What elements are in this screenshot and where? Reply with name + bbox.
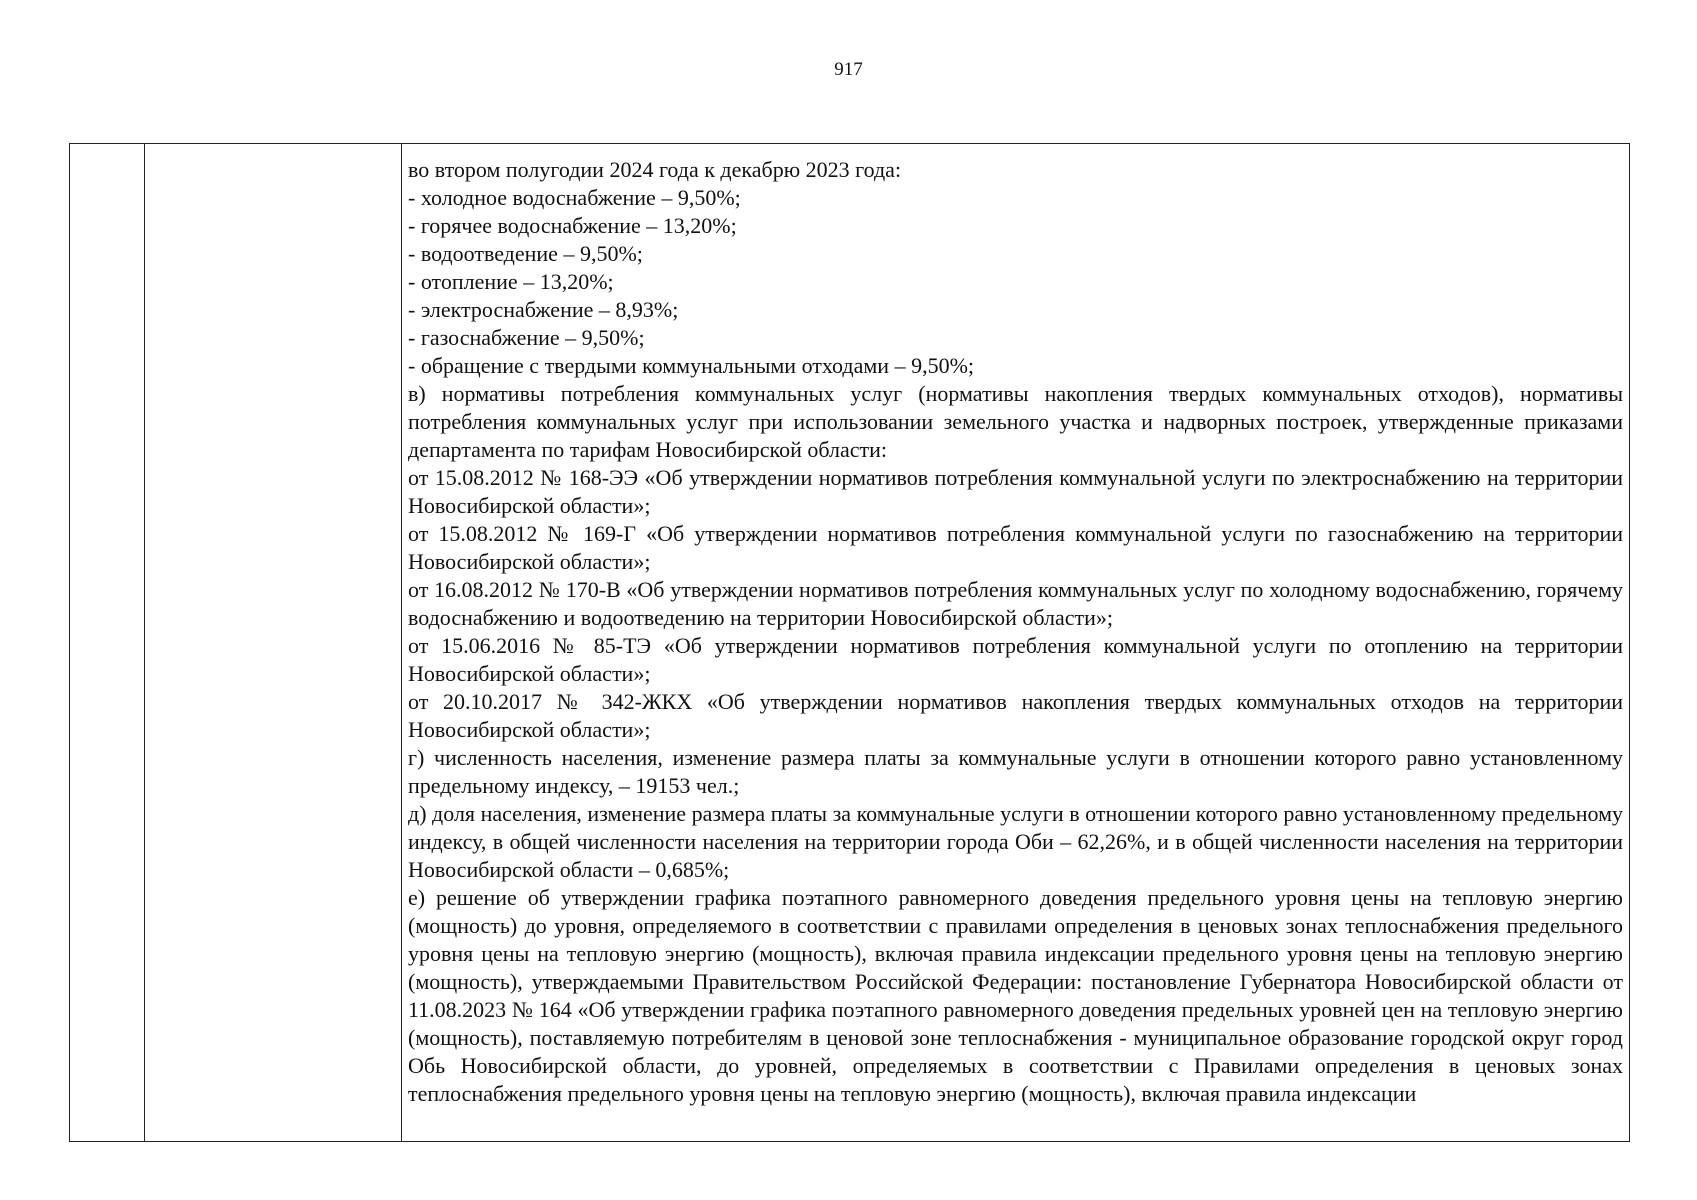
list-item: - отопление – 13,20%;: [408, 269, 614, 294]
paragraph: от 15.08.2012 № 168-ЭЭ «Об утверждении нормативов потребления коммунальной услуги по электроснабжению на территории Новосибирской области»;: [408, 465, 1623, 518]
list-item: - водоотведение – 9,50%;: [408, 241, 643, 266]
page-number: 917: [834, 59, 863, 80]
paragraph: от 15.06.2016 № 85-ТЭ «Об утверждении нормативов потребления коммунальной услуги по отоплению на территории Новосибирской области»;: [408, 633, 1623, 686]
list-item: - холодное водоснабжение – 9,50%;: [408, 185, 741, 210]
list-item: - газоснабжение – 9,50%;: [408, 325, 645, 350]
table-cell-content: [402, 144, 1629, 1141]
paragraph: от 16.08.2012 № 170-В «Об утверждении нормативов потребления коммунальных услуг по холодному водоснабжению, горячему водоснабжению и водоотведению на территории Новосибирской области»;: [408, 577, 1623, 630]
table-cell-title: [145, 144, 402, 1141]
list-item: - горячее водоснабжение – 13,20%;: [408, 213, 737, 238]
paragraph: е) решение об утверждении графика поэтапного равномерного доведения предельного уровня цены на тепловую энергию (мощность) до уровня, определяемого в соответствии с правилами определения в ценовых зонах теплоснабжения предельного уровня цены на тепловую энергию (мощность), включая правила индексации предельного уровня цены на тепловую энергию (мощность), утверждаемыми Правительством Российской Федерации: постановление Губернатора Новосибирской области от 11.08.2023 № 164 «Об утверждении графика поэтапного равномерного доведения предельных уровней цен на тепловую энергию (мощность), поставляемую потребителям в ценовой зоне теплоснабжения - муниципальное образование городской округ город Обь Новосибирской области, до уровней, определяемых в соответствии с Правилами определения в ценовых зонах теплоснабжения предельного уровня цены на тепловую энергию (мощность), включая правила индексации: [408, 885, 1623, 1106]
paragraph: г) численность населения, изменение размера платы за коммунальные услуги в отношении которого равно установленному предельному индексу, – 19153 чел.;: [408, 745, 1623, 798]
list-item: - обращение с твердыми коммунальными отходами – 9,50%;: [408, 353, 975, 378]
paragraph: от 15.08.2012 № 169-Г «Об утверждении нормативов потребления коммунальной услуги по газоснабжению на территории Новосибирской области»;: [408, 521, 1623, 574]
table-cell-number: [70, 144, 145, 1141]
paragraph: д) доля населения, изменение размера платы за коммунальные услуги в отношении которого равно установленному предельному индексу, в общей численности населения на территории города Оби – 62,26%, и в общей численности населения на территории Новосибирской области – 0,685%;: [408, 801, 1623, 882]
list-item: - электроснабжение – 8,93%;: [408, 297, 679, 322]
paragraph: в) нормативы потребления коммунальных услуг (нормативы накопления твердых коммунальных отходов), нормативы потребления коммунальных услуг при использовании земельного участка и надворных построек, утвержденные приказами департамента по тарифам Новосибирской области:: [408, 381, 1623, 462]
paragraph: во втором полугодии 2024 года к декабрю 2023 года:: [408, 157, 902, 182]
document-table: [69, 143, 1630, 1142]
paragraph: от 20.10.2017 № 342-ЖКХ «Об утверждении нормативов накопления твердых коммунальных отходов на территории Новосибирской области»;: [408, 689, 1623, 742]
